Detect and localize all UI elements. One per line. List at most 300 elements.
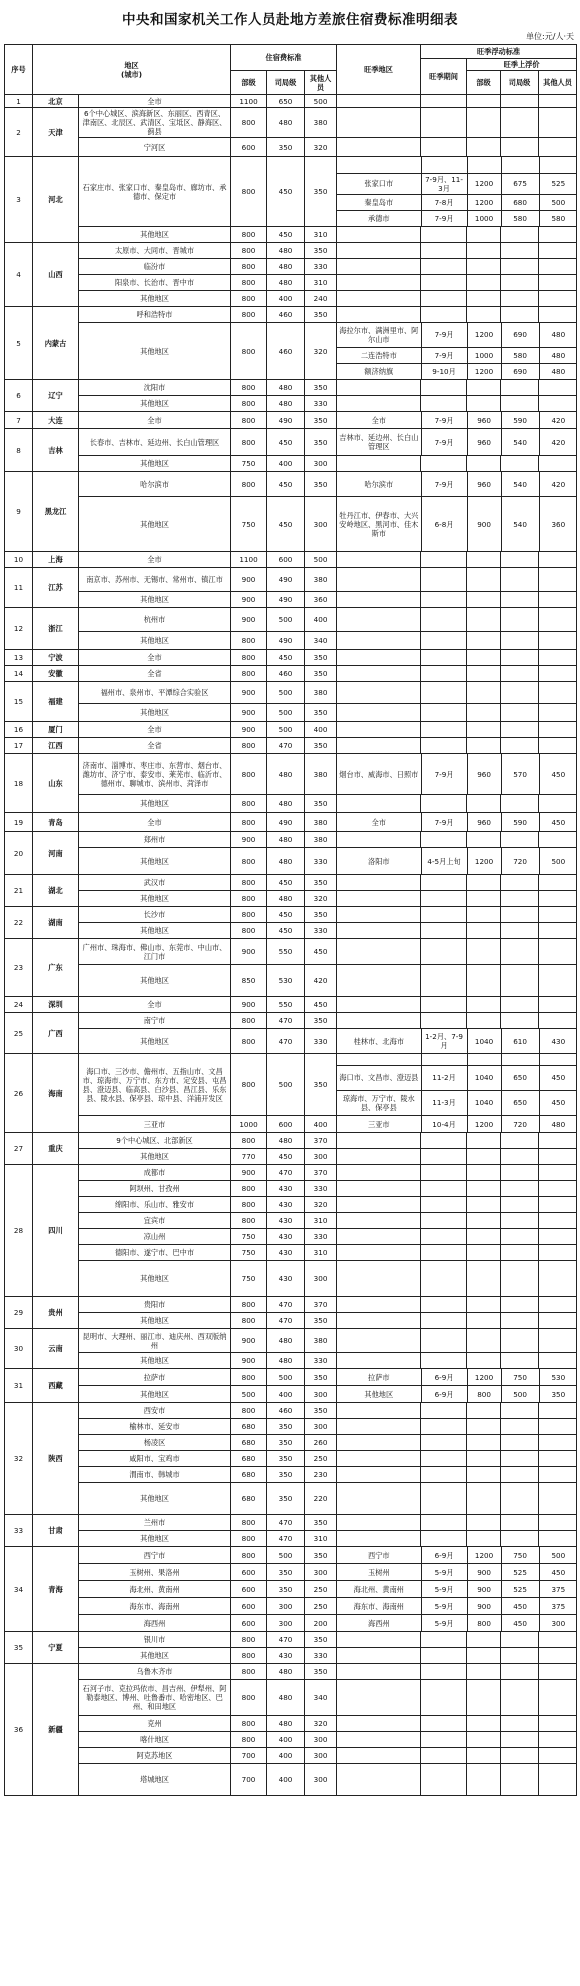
std-other: 400 xyxy=(305,1116,337,1133)
peak-block xyxy=(337,323,577,380)
peak-region-cell xyxy=(337,1680,421,1716)
peak-siju xyxy=(501,1054,539,1065)
peak-row xyxy=(337,848,577,874)
peak-period-cell xyxy=(421,1054,467,1065)
row-seq: 6 xyxy=(5,380,33,412)
header-float-cap: 旺季上浮价 xyxy=(467,59,577,71)
peak-other xyxy=(539,997,577,1013)
peak-period-cell xyxy=(421,1149,467,1165)
std-buzhang: 800 xyxy=(231,891,267,907)
peak-region-cell xyxy=(337,832,421,848)
region-cell: 其他地区 xyxy=(79,227,231,243)
std-other: 300 xyxy=(305,1386,337,1403)
peak-region-cell xyxy=(337,1229,421,1245)
peak-region-cell xyxy=(337,1716,421,1732)
peak-region-cell xyxy=(337,227,421,243)
peak-region-cell xyxy=(337,592,421,608)
peak-region-cell xyxy=(337,722,421,738)
table-row xyxy=(5,1403,577,1419)
peak-period-cell xyxy=(421,108,467,138)
peak-other xyxy=(539,891,577,907)
province-name: 辽宁 xyxy=(33,380,79,412)
table-row xyxy=(5,1716,577,1732)
peak-period-cell xyxy=(421,307,467,323)
table-row xyxy=(5,1054,577,1116)
std-buzhang: 750 xyxy=(231,1261,267,1297)
peak-other xyxy=(539,608,577,632)
std-siju: 400 xyxy=(267,1386,305,1403)
row-seq: 24 xyxy=(5,997,33,1013)
peak-siju: 720 xyxy=(501,848,539,874)
std-siju: 430 xyxy=(267,1181,305,1197)
std-buzhang: 900 xyxy=(231,997,267,1013)
std-other: 330 xyxy=(305,396,337,412)
std-siju: 480 xyxy=(267,795,305,813)
std-buzhang: 680 xyxy=(231,1467,267,1483)
province-name: 深圳 xyxy=(33,997,79,1013)
peak-region-cell: 海北州、黄南州 xyxy=(337,1581,421,1597)
std-buzhang: 800 xyxy=(231,1197,267,1213)
std-siju: 470 xyxy=(267,1013,305,1029)
peak-siju xyxy=(501,939,539,965)
std-siju: 470 xyxy=(267,1632,305,1648)
std-siju: 400 xyxy=(267,1764,305,1796)
peak-region-cell: 二连浩特市 xyxy=(337,347,421,363)
region-cell: 其他地区 xyxy=(79,923,231,939)
std-siju: 480 xyxy=(267,108,305,138)
peak-siju xyxy=(501,1664,539,1680)
peak-siju: 690 xyxy=(501,323,539,347)
peak-buzhang xyxy=(467,1133,501,1149)
peak-other: 430 xyxy=(539,1029,577,1053)
peak-block xyxy=(337,412,577,429)
table-row xyxy=(5,1133,577,1149)
table-row xyxy=(5,1467,577,1483)
peak-region-cell xyxy=(337,307,421,323)
peak-other xyxy=(539,1197,577,1213)
table-row xyxy=(5,632,577,650)
peak-period-cell: 5-9月 xyxy=(421,1598,467,1614)
std-other: 300 xyxy=(305,1261,337,1297)
peak-period-cell: 7-9月 xyxy=(421,412,467,428)
table-row xyxy=(5,1564,577,1581)
peak-region-cell xyxy=(337,875,421,891)
std-other: 370 xyxy=(305,1133,337,1149)
peak-block xyxy=(337,1386,577,1403)
table-row xyxy=(5,307,577,323)
row-seq: 13 xyxy=(5,650,33,666)
peak-buzhang xyxy=(467,1664,501,1680)
peak-siju xyxy=(501,568,539,592)
std-siju: 480 xyxy=(267,1329,305,1353)
peak-region-cell: 烟台市、威海市、日照市 xyxy=(337,754,421,794)
table-row xyxy=(5,875,577,891)
province-name: 浙江 xyxy=(33,608,79,650)
std-buzhang: 800 xyxy=(231,1680,267,1716)
peak-period-cell xyxy=(421,592,467,608)
peak-buzhang xyxy=(467,1181,501,1197)
std-siju: 530 xyxy=(267,965,305,997)
peak-buzhang xyxy=(467,95,501,108)
peak-buzhang: 960 xyxy=(467,813,501,831)
peak-buzhang xyxy=(467,396,501,412)
peak-region-cell xyxy=(337,666,421,682)
province-name: 重庆 xyxy=(33,1133,79,1165)
std-other: 360 xyxy=(305,592,337,608)
peak-period-cell: 7-9月、11-3月 xyxy=(421,173,467,194)
peak-siju: 680 xyxy=(501,194,539,210)
std-buzhang: 800 xyxy=(231,1403,267,1419)
std-other: 330 xyxy=(305,1648,337,1664)
peak-siju xyxy=(501,108,539,138)
peak-siju xyxy=(501,1229,539,1245)
peak-period-cell xyxy=(421,965,467,997)
peak-other xyxy=(539,259,577,275)
std-buzhang: 800 xyxy=(231,1133,267,1149)
peak-row xyxy=(337,813,577,831)
row-seq: 4 xyxy=(5,243,33,307)
peak-other xyxy=(539,795,577,813)
std-buzhang: 680 xyxy=(231,1483,267,1515)
std-buzhang: 680 xyxy=(231,1419,267,1435)
std-buzhang: 800 xyxy=(231,108,267,138)
peak-siju xyxy=(501,138,539,157)
std-buzhang: 800 xyxy=(231,275,267,291)
peak-siju xyxy=(501,1261,539,1297)
region-cell: 其他地区 xyxy=(79,456,231,472)
std-other: 350 xyxy=(305,738,337,754)
peak-siju xyxy=(501,95,539,108)
std-buzhang: 800 xyxy=(231,1297,267,1313)
peak-period-cell xyxy=(421,632,467,650)
std-siju: 350 xyxy=(267,138,305,157)
peak-other xyxy=(539,1313,577,1329)
region-cell: 全市 xyxy=(79,552,231,568)
std-other: 320 xyxy=(305,1197,337,1213)
peak-siju xyxy=(501,875,539,891)
peak-siju xyxy=(501,552,539,568)
peak-row xyxy=(337,1090,577,1115)
peak-siju xyxy=(501,1732,539,1748)
peak-period-cell xyxy=(421,1297,467,1313)
std-siju: 450 xyxy=(267,923,305,939)
std-buzhang: 900 xyxy=(231,1353,267,1369)
peak-row xyxy=(337,194,577,210)
province-name: 内蒙古 xyxy=(33,307,79,380)
std-siju: 480 xyxy=(267,848,305,875)
peak-siju: 580 xyxy=(501,347,539,363)
peak-buzhang xyxy=(467,608,501,632)
peak-siju: 675 xyxy=(501,173,539,194)
peak-buzhang xyxy=(467,704,501,722)
region-cell: 南宁市 xyxy=(79,1013,231,1029)
peak-region-cell xyxy=(337,632,421,650)
std-buzhang: 800 xyxy=(231,1369,267,1386)
header-siju: 司局级 xyxy=(267,71,305,95)
region-cell: 9个中心城区、北部新区 xyxy=(79,1133,231,1149)
peak-block xyxy=(337,157,577,227)
peak-buzhang: 1040 xyxy=(467,1029,501,1053)
peak-region-cell xyxy=(337,965,421,997)
peak-row xyxy=(337,1116,577,1132)
std-other: 350 xyxy=(305,704,337,722)
region-cell: 其他地区 xyxy=(79,795,231,813)
std-buzhang: 800 xyxy=(231,291,267,307)
row-seq: 25 xyxy=(5,1013,33,1054)
peak-buzhang xyxy=(467,1054,501,1065)
peak-siju xyxy=(501,722,539,738)
peak-other xyxy=(539,1648,577,1664)
std-buzhang: 900 xyxy=(231,592,267,608)
peak-siju xyxy=(501,1313,539,1329)
peak-siju xyxy=(501,1403,539,1419)
peak-siju xyxy=(501,832,539,848)
peak-other xyxy=(539,108,577,138)
region-cell: 南京市、苏州市、无锡市、常州市、镇江市 xyxy=(79,568,231,592)
std-buzhang: 800 xyxy=(231,1054,267,1116)
peak-siju xyxy=(501,1329,539,1353)
std-siju: 350 xyxy=(267,1483,305,1515)
table-row xyxy=(5,396,577,412)
peak-region-cell xyxy=(337,1165,421,1181)
peak-period-cell: 5-9月 xyxy=(421,1564,467,1580)
peak-other xyxy=(539,722,577,738)
peak-subtable xyxy=(337,497,577,551)
peak-region-cell xyxy=(337,1467,421,1483)
std-other: 350 xyxy=(305,666,337,682)
table-row xyxy=(5,1165,577,1181)
peak-other xyxy=(539,1451,577,1467)
peak-buzhang xyxy=(467,632,501,650)
peak-siju xyxy=(501,1467,539,1483)
peak-buzhang: 1040 xyxy=(467,1065,501,1090)
peak-siju xyxy=(501,396,539,412)
peak-other xyxy=(539,965,577,997)
peak-other xyxy=(539,157,577,173)
peak-buzhang xyxy=(467,1245,501,1261)
region-cell: 其他地区 xyxy=(79,1353,231,1369)
peak-row xyxy=(337,1054,577,1065)
peak-buzhang xyxy=(467,592,501,608)
peak-siju xyxy=(501,1181,539,1197)
table-row xyxy=(5,650,577,666)
peak-period-cell xyxy=(421,1165,467,1181)
table-row xyxy=(5,291,577,307)
peak-period-cell xyxy=(421,939,467,965)
peak-region-cell: 海拉尔市、满洲里市、阿尔山市 xyxy=(337,323,421,347)
std-other: 330 xyxy=(305,1353,337,1369)
region-cell: 全市 xyxy=(79,650,231,666)
peak-subtable xyxy=(337,323,577,379)
std-other: 350 xyxy=(305,1632,337,1648)
peak-region-cell xyxy=(337,275,421,291)
region-cell: 福州市、泉州市、平潭综合实验区 xyxy=(79,682,231,704)
peak-siju xyxy=(501,682,539,704)
peak-period-cell xyxy=(421,227,467,243)
region-cell: 其他地区 xyxy=(79,291,231,307)
std-other: 310 xyxy=(305,1213,337,1229)
table-row xyxy=(5,1029,577,1054)
std-siju: 490 xyxy=(267,592,305,608)
region-cell: 绵阳市、乐山市、雅安市 xyxy=(79,1197,231,1213)
table-row xyxy=(5,754,577,795)
table-row xyxy=(5,795,577,813)
row-seq: 28 xyxy=(5,1165,33,1297)
peak-period-cell xyxy=(421,704,467,722)
table-row xyxy=(5,891,577,907)
peak-period-cell: 4-5月上旬 xyxy=(421,848,467,874)
std-siju: 470 xyxy=(267,1515,305,1531)
region-cell: 太原市、大同市、晋城市 xyxy=(79,243,231,259)
header-float-standard: 旺季浮动标准 xyxy=(421,45,577,59)
province-name: 河北 xyxy=(33,157,79,243)
std-buzhang: 800 xyxy=(231,1313,267,1329)
peak-row xyxy=(337,1581,577,1597)
header-standard: 住宿费标准 xyxy=(231,45,337,71)
std-other: 380 xyxy=(305,108,337,138)
peak-buzhang: 1200 xyxy=(467,323,501,347)
peak-buzhang xyxy=(467,227,501,243)
std-other: 320 xyxy=(305,323,337,380)
peak-other: 420 xyxy=(539,429,577,455)
peak-period-cell xyxy=(421,1353,467,1369)
peak-period-cell xyxy=(421,259,467,275)
document-title: 中央和国家机关工作人员赴地方差旅住宿费标准明细表 xyxy=(122,12,458,28)
peak-buzhang xyxy=(467,259,501,275)
peak-region-cell: 额济纳旗 xyxy=(337,363,421,379)
peak-buzhang xyxy=(467,1680,501,1716)
peak-block xyxy=(337,472,577,497)
peak-period-cell: 7-9月 xyxy=(421,472,467,496)
peak-other xyxy=(539,1261,577,1297)
table-row xyxy=(5,907,577,923)
header-row-1 xyxy=(5,45,577,59)
std-other: 330 xyxy=(305,1229,337,1245)
peak-block xyxy=(337,429,577,456)
row-seq: 20 xyxy=(5,832,33,875)
region-cell: 三亚市 xyxy=(79,1116,231,1133)
peak-region-cell xyxy=(337,1531,421,1547)
peak-period-cell: 7-9月 xyxy=(421,429,467,455)
peak-other xyxy=(539,682,577,704)
peak-period-cell: 1-2月、7-9月 xyxy=(421,1029,467,1053)
std-siju: 430 xyxy=(267,1261,305,1297)
peak-other: 500 xyxy=(539,194,577,210)
peak-region-cell xyxy=(337,1329,421,1353)
region-cell: 其他地区 xyxy=(79,396,231,412)
peak-other xyxy=(539,1329,577,1353)
std-other: 350 xyxy=(305,1547,337,1564)
peak-other: 350 xyxy=(539,1386,577,1402)
table-row xyxy=(5,412,577,429)
table-row xyxy=(5,552,577,568)
table-row xyxy=(5,1531,577,1547)
table-row xyxy=(5,157,577,227)
std-other: 300 xyxy=(305,1732,337,1748)
peak-period-cell xyxy=(421,157,467,173)
peak-region-cell xyxy=(337,380,421,396)
province-name: 安徽 xyxy=(33,666,79,682)
peak-siju xyxy=(501,1648,539,1664)
std-other: 240 xyxy=(305,291,337,307)
std-siju: 490 xyxy=(267,632,305,650)
peak-period-cell xyxy=(421,1483,467,1515)
province-name: 宁波 xyxy=(33,650,79,666)
peak-region-cell xyxy=(337,997,421,1013)
table-row xyxy=(5,1748,577,1764)
std-siju: 490 xyxy=(267,568,305,592)
peak-buzhang xyxy=(467,1483,501,1515)
peak-other xyxy=(539,704,577,722)
peak-buzhang: 1040 xyxy=(467,1090,501,1115)
table-row xyxy=(5,848,577,875)
region-cell: 长春市、吉林市、延边州、长白山管理区 xyxy=(79,429,231,456)
std-siju: 480 xyxy=(267,380,305,396)
peak-buzhang: 1200 xyxy=(467,173,501,194)
std-buzhang: 800 xyxy=(231,1531,267,1547)
peak-period-cell xyxy=(421,1664,467,1680)
std-other: 300 xyxy=(305,497,337,552)
std-buzhang: 900 xyxy=(231,1329,267,1353)
region-cell: 喀什地区 xyxy=(79,1732,231,1748)
peak-block xyxy=(337,1054,577,1116)
peak-region-cell: 西宁市 xyxy=(337,1547,421,1563)
peak-period-cell xyxy=(421,907,467,923)
std-buzhang: 800 xyxy=(231,157,267,227)
std-siju: 350 xyxy=(267,1581,305,1598)
peak-region-cell: 琼海市、万宁市、陵水县、保亭县 xyxy=(337,1090,421,1115)
province-name: 厦门 xyxy=(33,722,79,738)
std-siju: 400 xyxy=(267,456,305,472)
std-buzhang: 900 xyxy=(231,568,267,592)
peak-siju xyxy=(501,1716,539,1732)
std-siju: 430 xyxy=(267,1197,305,1213)
row-seq: 30 xyxy=(5,1329,33,1369)
region-cell: 其他地区 xyxy=(79,632,231,650)
table-row xyxy=(5,997,577,1013)
peak-buzhang xyxy=(467,965,501,997)
peak-siju: 650 xyxy=(501,1065,539,1090)
std-siju: 480 xyxy=(267,1133,305,1149)
peak-region-cell xyxy=(337,1149,421,1165)
std-siju: 470 xyxy=(267,1297,305,1313)
peak-other xyxy=(539,1403,577,1419)
std-siju: 480 xyxy=(267,754,305,795)
peak-other xyxy=(539,1732,577,1748)
peak-subtable xyxy=(337,1581,577,1597)
peak-other xyxy=(539,1531,577,1547)
peak-region-cell: 海西州 xyxy=(337,1615,421,1631)
std-siju: 300 xyxy=(267,1598,305,1615)
std-siju: 450 xyxy=(267,157,305,227)
row-seq: 33 xyxy=(5,1515,33,1547)
peak-region-cell xyxy=(337,608,421,632)
std-other: 330 xyxy=(305,1181,337,1197)
table-row xyxy=(5,1013,577,1029)
peak-row xyxy=(337,429,577,455)
peak-siju: 525 xyxy=(501,1564,539,1580)
peak-block xyxy=(337,1615,577,1632)
peak-other xyxy=(539,1297,577,1313)
peak-siju: 750 xyxy=(501,1369,539,1385)
std-buzhang: 700 xyxy=(231,1764,267,1796)
peak-siju: 750 xyxy=(501,1547,539,1563)
peak-other xyxy=(539,1013,577,1029)
peak-period-cell xyxy=(421,1133,467,1149)
std-other: 300 xyxy=(305,1419,337,1435)
peak-buzhang xyxy=(467,891,501,907)
std-buzhang: 1100 xyxy=(231,95,267,108)
